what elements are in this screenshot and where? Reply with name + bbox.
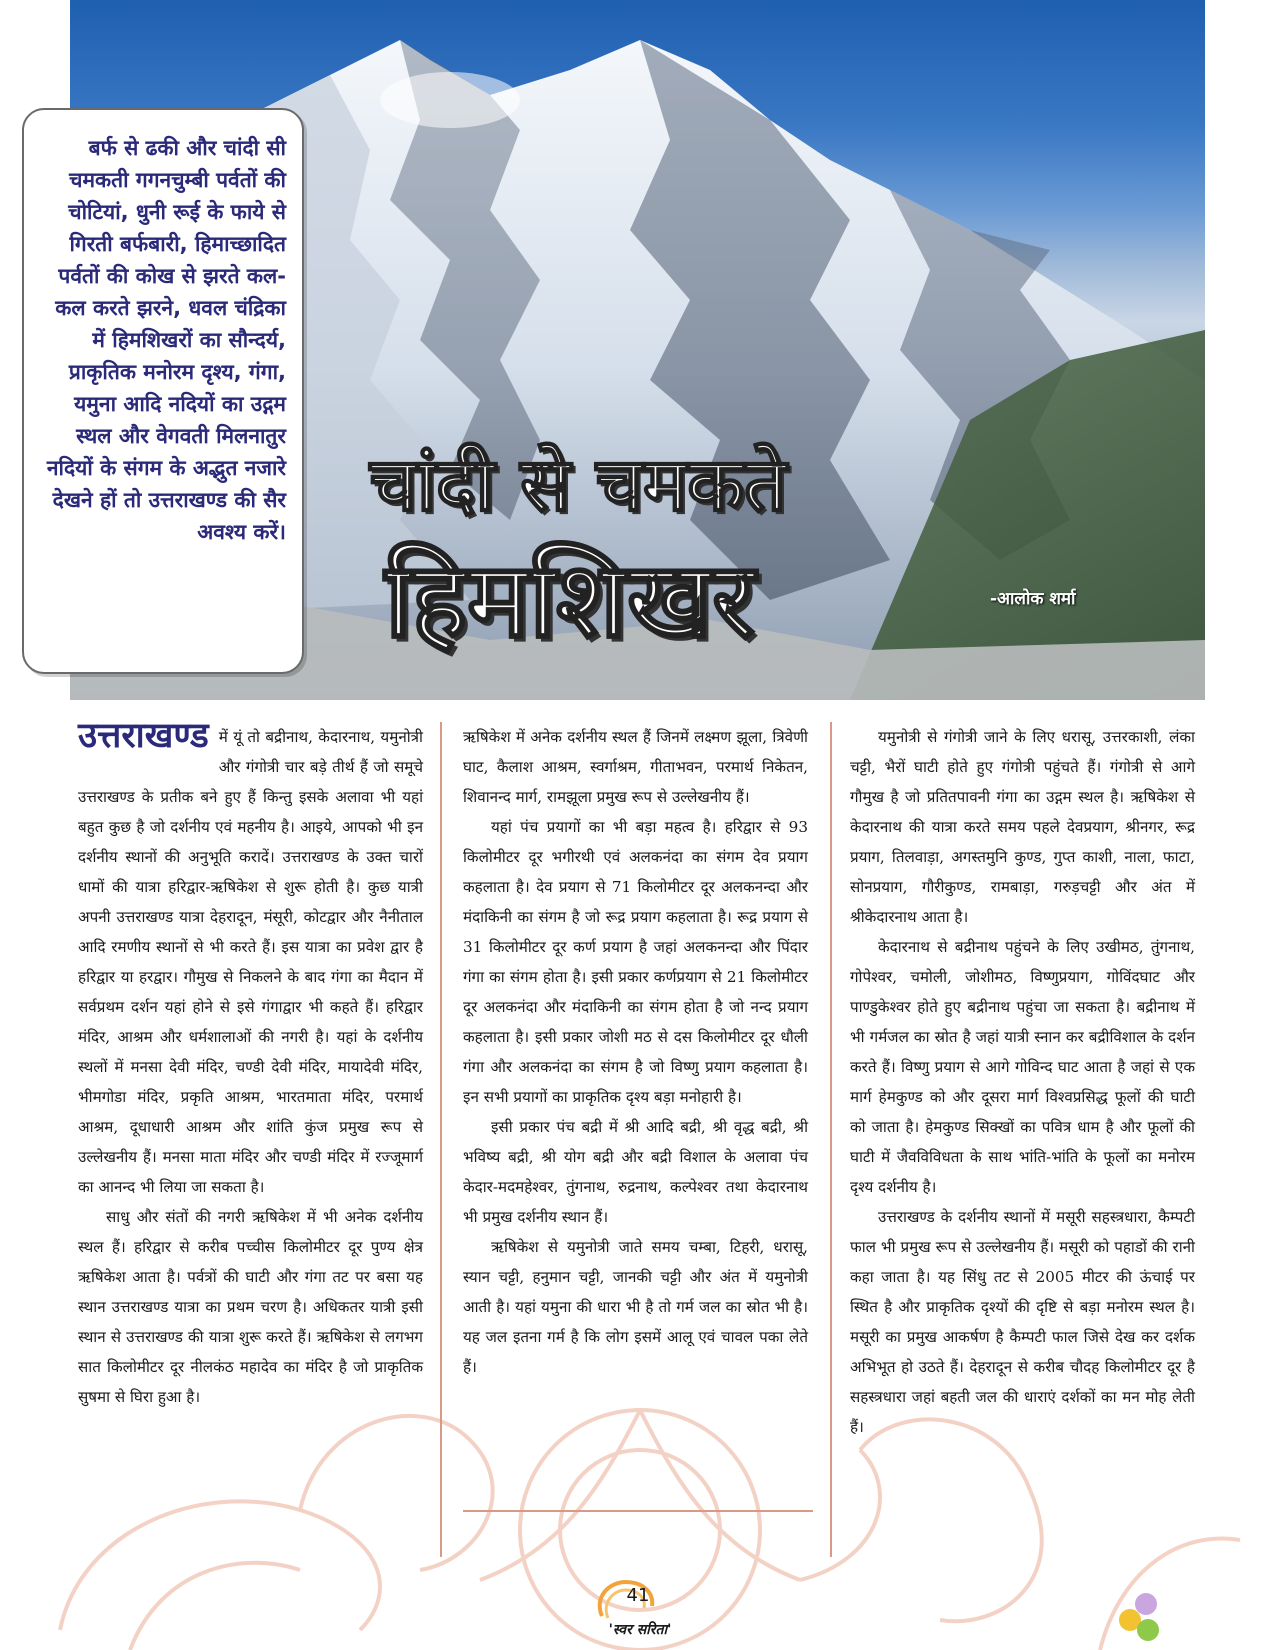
article-column-3 [850, 722, 1195, 1442]
paragraph-text: में यूं तो बद्रीनाथ, केदारनाथ, यमुनोत्री और गंगोत्री चार बड़े तीर्थ हैं जो समूचे उत्तराखण्ड के प्रतीक बने हुए हैं किन्तु इसके अलावा भी यहां बहुत कुछ है जो दर्शनीय एवं महनीय है। आइये, आपको भी इन दर्शनीय स्थानों की अनुभूति करादें। उत्तराखण्ड के उक्त चारों धामों की यात्रा हरिद्वार-ऋषिकेश से शुरू होती है। कुछ यात्री अपनी उत्तराखण्ड यात्रा देहरादून, मंसूरी, कोटद्वार और नैनीताल आदि रमणीय स्थानों से भी करते हैं। इस यात्रा का प्रवेश द्वार है हरिद्वार या हरद्वार। गौमुख से निकलने के बाद गंगा का मैदान में सर्वप्रथम दर्शन यहां होने से इसे गंगाद्वार भी कहते हैं। हरिद्वार मंदिर, आश्रम और धर्मशालाओं की नगरी है। यहां के दर्शनीय स्थलों में मनसा देवी मंदिर, चण्डी देवी मंदिर, मायादेवी मंदिर, भीमगोडा मंदिर, प्रकृति आश्रम, भारतमाता मंदिर, परमार्थ आश्रम, दूधाधारी आश्रम और शांति कुंज प्रमुख रूप से उल्लेखनीय हैं। मनसा माता मंदिर और चण्डी मंदिर में रज्जूमार्ग का आनन्द भी लिया जा सकता है। [78, 728, 423, 1196]
paragraph: केदारनाथ से बद्रीनाथ पहुंचने के लिए उखीमठ, तुंगनाथ, गोपेश्वर, चमोली, जोशीमठ, विष्णुप्रयाग, गोविंदघाट और पाण्डुकेश्वर होते हुए बद्रीनाथ पहुंचा जा सकता है। बद्रीनाथ में भी गर्मजल का स्रोत है जहां यात्री स्नान कर बद्रीविशाल के दर्शन करते हैं। विष्णु प्रयाग से आगे गोविन्द घाट आता है जहां से एक मार्ग हेमकुण्ड को और दूसरा मार्ग विश्वप्रसिद्ध फूलों की घाटी को जाता है। हेमकुण्ड सिक्खों का पवित्र धाम है और फूलों की घाटी में जैवविविधता के साथ भांति-भांति के फूलों का मनोरम दृश्य दर्शनीय है। [850, 938, 1195, 1196]
paragraph: ऋषिकेश से यमुनोत्री जाते समय चम्बा, टिहरी, धरासू, स्यान चट्टी, हनुमान चट्टी, जानकी चट्टी और अंत में यमुनोत्री आती है। यहां यमुना की धारा भी है तो गर्म जल का स्रोत भी है। यह जल इतना गर्म है कि लोग इसमें आलू एवं चावल पका लेते हैं। [463, 1238, 808, 1376]
magazine-name: 'स्वर सरिता' [608, 1622, 672, 1638]
column-divider [830, 722, 832, 1557]
drop-word: उत्तराखण्ड [78, 716, 209, 756]
paragraph: ऋषिकेश में अनेक दर्शनीय स्थल हैं जिनमें लक्ष्मण झूला, त्रिवेणी घाट, कैलाश आश्रम, स्वर्गाश्रम, गीताभवन, परमार्थ निकेतन, शिवानन्द मार्ग, रामझूला प्रमुख रूप से उल्लेखनीय हैं। [463, 728, 808, 806]
intro-callout-box [22, 108, 304, 674]
paragraph [78, 716, 423, 1202]
article-column-2 [463, 722, 808, 1382]
paragraph: यमुनोत्री से गंगोत्री जाने के लिए धरासू, उत्तरकाशी, लंका चट्टी, भैरों घाटी होते हुए गंगोत्री पहुंचते हैं। गंगोत्री से आगे गौमुख है जो प्रतितपावनी गंगा का उद्गम स्थल है। ऋषिकेश से केदारनाथ की यात्रा करते समय पहले देवप्रयाग, श्रीनगर, रूद्र प्रयाग, तिलवाड़ा, अगस्तमुनि कुण्ड, गुप्त काशी, नाला, फाटा, सोनप्रयाग, गौरीकुण्ड, रामबाड़ा, गरुड़चट्टी और अंत में श्रीकेदारनाथ आता है। [850, 728, 1195, 926]
article-column-1 [78, 716, 423, 1412]
paragraph: साधु और संतों की नगरी ऋषिकेश में भी अनेक दर्शनीय स्थल हैं। हरिद्वार से करीब पच्चीस किलोमीटर दूर पुण्य क्षेत्र ऋषिकेश आता है। पर्वत्रों की घाटी और गंगा तट पर बसा यह स्थान उत्तराखण्ड यात्रा का प्रथम चरण है। अधिकतर यात्री इसी स्थान से उत्तराखण्ड की यात्रा शुरू करते हैं। ऋषिकेश से लगभग सात किलोमीटर दूर नीलकंठ महादेव का मंदिर है जो प्राकृतिक सुषमा से घिरा हुआ है। [78, 1208, 423, 1406]
paragraph: उत्तराखण्ड के दर्शनीय स्थानों में मसूरी सहस्त्रधारा, कैम्पटी फाल भी प्रमुख रूप से उल्लेखनीय हैं। मसूरी को पहाडों की रानी कहा जाता है। यह सिंधु तट से 2005 मीटर की ऊंचाई पर स्थित है और प्राकृतिक दृश्यों की दृष्टि से बड़ा मनोरम स्थल है। मसूरी का प्रमुख आकर्षण है कैम्पटी फाल जिसे देख कर दर्शक अभिभूत हो उठते हैं। देहरादून से करीब चौदह किलोमीटर दूर है सहस्त्रधारा जहां बहती जल की धाराएं दर्शकों का मन मोह लेती हैं। [850, 1208, 1195, 1436]
article-title-line2: हिमशिखर [385, 539, 755, 661]
paragraph: इसी प्रकार पंच बद्री में श्री आदि बद्री, श्री वृद्ध बद्री, श्री भविष्य बद्री, श्री योग बद्री और बद्री विशाल के अलावा पंच केदार-मदमहेश्वर, तुंगनाथ, रुद्रनाथ, कल्पेश्वर तथा केदारनाथ भी प्रमुख दर्शनीय स्थान हैं। [463, 1118, 808, 1226]
decorative-dots-icon [1108, 1590, 1168, 1650]
article-title-line1: चांदी से चमकते [370, 442, 787, 528]
column-divider [440, 722, 442, 1557]
column-end-rule [463, 1510, 813, 1512]
callout-text: बर्फ से ढकी और चांदी सी चमकती गगनचुम्बी पर्वतों की चोटियां, धुनी रूई के फाये से गिरती बर्फबारी, हिमाच्छादित पर्वतों की कोख से झरते कल-कल करते झरने, धवल चंद्रिका में हिमशिखरों का सौन्दर्य, प्राकृतिक मनोरम दृश्य, गंगा, यमुना आदि नदियों का उद्गम स्थल और वेगवती मिलनातुर नदियों के संगम के अद्भुत नजारे देखने हों तो उत्तराखण्ड की सैर अवश्य करें। [46, 136, 286, 544]
page-number: 41 [626, 1585, 650, 1606]
paragraph: यहां पंच प्रयागों का भी बड़ा महत्व है। हरिद्वार से 93 किलोमीटर दूर भगीरथी एवं अलकनंदा का संगम देव प्रयाग कहलाता है। देव प्रयाग से 71 किलोमीटर दूर अलकनन्दा और मंदाकिनी का संगम है जो रूद्र प्रयाग कहलाता है। रूद्र प्रयाग से 31 किलोमीटर दूर कर्ण प्रयाग है जहां अलकनन्दा और पिंदार गंगा का संगम होता है। इसी प्रकार कर्णप्रयाग से 21 किलोमीटर दूर अलकनंदा और मंदाकिनी का संगम होता है जो नन्द प्रयाग कहलाता है। इसी प्रकार जोशी मठ से दस किलोमीटर दूर धौली गंगा और अलकनंदा का संगम है जो विष्णु प्रयाग कहलाता है। इन सभी प्रयागों का प्राकृतिक दृश्य बड़ा मनोहारी है। [463, 818, 808, 1106]
author-byline: -आलोक शर्मा [990, 589, 1076, 609]
